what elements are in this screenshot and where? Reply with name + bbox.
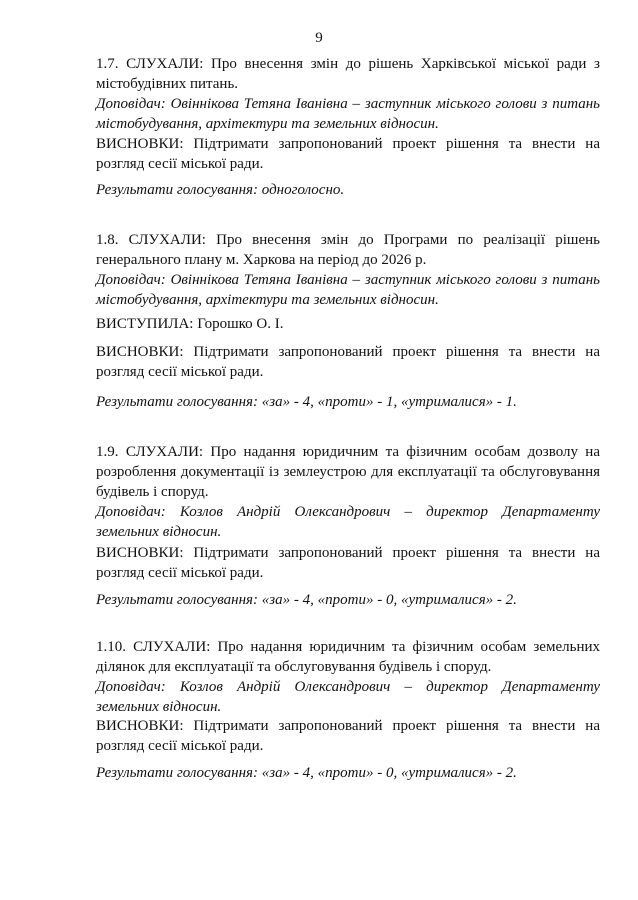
item-conclusions: ВИСНОВКИ: Підтримати запропонований проект рішення та внести на розгляд сесії міської ради. [96,545,600,581]
item-heard: 1.10. СЛУХАЛИ: Про надання юридичним та фізичним особам земельних ділянок для експлуатації та обслуговування будівель і споруд. [96,639,600,675]
item-speaker: Доповідач: Овіннікова Тетяна Іванівна – заступник міського голови з питань містобудування, архітектури та земельних відносин. [96,272,600,308]
item-conclusions: ВИСНОВКИ: Підтримати запропонований проект рішення та внести на розгляд сесії міської ради. [96,136,600,172]
item-1-10-heard-and-speaker [96,637,600,717]
item-spoke: ВИСТУПИЛА: Горошко О. І. [96,316,284,332]
item-vote-result: Результати голосування: «за» - 4, «проти» - 1, «утрималися» - 1. [96,394,517,410]
item-conclusions: ВИСНОВКИ: Підтримати запропонований проект рішення та внести на розгляд сесії міської ради. [96,718,600,754]
page-number: 9 [315,30,323,46]
item-vote-result: Результати голосування: одноголосно. [96,182,345,198]
item-heard: 1.7. СЛУХАЛИ: Про внесення змін до рішень Харківської міської ради з містобудівних питань. [96,56,600,92]
item-1-7-heard-and-speaker [96,54,600,134]
item-speaker: Доповідач: Козлов Андрій Олександрович – директор Департаменту земельних відносин. [96,504,600,540]
item-heard: 1.8. СЛУХАЛИ: Про внесення змін до Програми по реалізації рішень генерального плану м. Харкова на період до 2026 р. [96,232,600,268]
item-heard: 1.9. СЛУХАЛИ: Про надання юридичним та фізичним особам дозволу на розроблення документації із землеустрою для експлуатації та обслуговування будівель і споруд. [96,444,600,500]
item-vote-result: Результати голосування: «за» - 4, «проти» - 0, «утрималися» - 2. [96,765,517,781]
item-speaker: Доповідач: Овіннікова Тетяна Іванівна – заступник міського голови з питань містобудування, архітектури та земельних відносин. [96,96,600,132]
item-1-8-heard-and-speaker [96,230,600,310]
item-speaker: Доповідач: Козлов Андрій Олександрович – директор Департаменту земельних відносин. [96,679,600,715]
item-conclusions: ВИСНОВКИ: Підтримати запропонований проект рішення та внести на розгляд сесії міської ради. [96,344,600,380]
item-1-9-heard-and-speaker [96,442,600,542]
item-vote-result: Результати голосування: «за» - 4, «проти» - 0, «утрималися» - 2. [96,592,517,608]
